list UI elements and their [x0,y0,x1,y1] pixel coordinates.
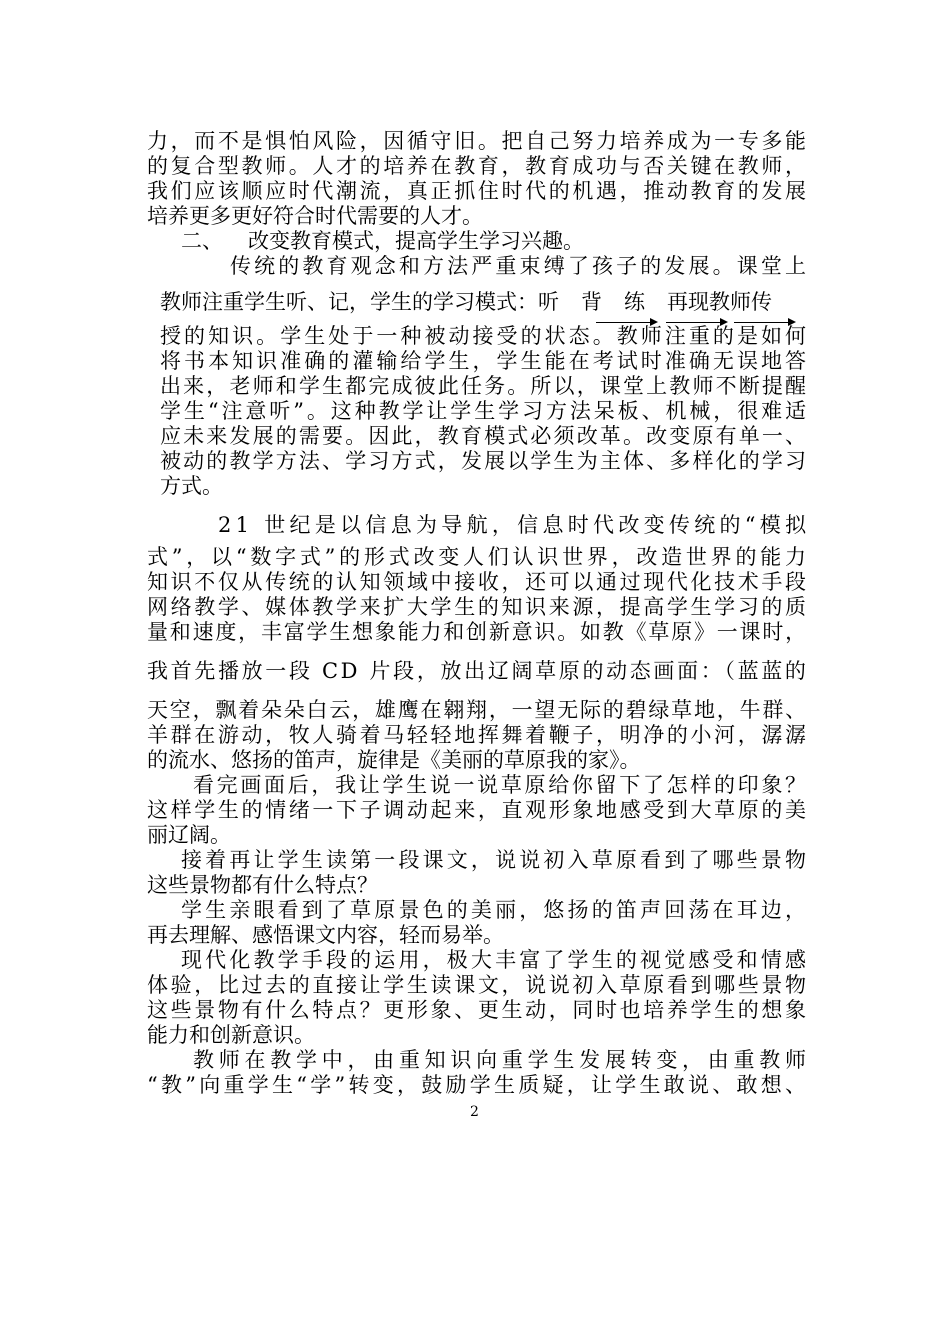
learning-model-line [160,289,772,315]
paragraph-line: 的流水、悠扬的笛声，旋律是《美丽的草原我的家》。 [147,748,641,772]
paragraph-line: 再去理解、感悟课文内容，轻而易举。 [147,923,504,947]
paragraph-line: 这些景物有什么特点？更形象、更生动，同时也培养学生的想象 [147,998,809,1022]
learning-step-practice: 练 [624,290,645,314]
paragraph-line: 教师在教学中，由重知识向重学生发展转变，由重教师 [193,1048,811,1072]
paragraph-line: 学生亲眼看到了草原景色的美丽，悠扬的笛声回荡在耳边， [181,898,810,922]
paragraph-line: 量和速度，丰富学生想象能力和创新意识。如教《草原》一课时， [147,620,808,644]
learning-step-reproduce: 再现教师传 [667,290,772,314]
paragraph-line: 现代化教学手段的运用，极大丰富了学生的视觉感受和情感 [181,948,810,972]
learning-step-recite: 背 [581,290,602,314]
paragraph-line: 出来，老师和学生都完成彼此任务。所以，课堂上教师不断提醒 [160,374,809,398]
page-number: 2 [470,1104,479,1120]
paragraph-line: 网络教学、媒体教学来扩大学生的知识来源，提高学生学习的质 [147,595,809,619]
paragraph-line: 的复合型教师。人才的培养在教育，教育成功与否关键在教师， [147,154,809,178]
paragraph-line: “教”向重学生“学”转变，鼓励学生质疑，让学生敢说、敢想、 [147,1073,810,1097]
paragraph-line: 这些景物都有什么特点？ [147,873,378,897]
paragraph-line: 天空，飘着朵朵白云，雄鹰在翱翔，一望无际的碧绿草地，牛群、 [147,698,808,722]
paragraph-line: 授的知识。学生处于一种被动接受的状态。教师注重的是如何 [160,324,810,348]
paragraph-line: 这样学生的情绪一下子调动起来，直观形象地感受到大草原的美 [147,798,809,822]
paragraph-line: 力，而不是惧怕风险，因循守旧。把自己努力培养成为一专多能 [147,129,809,153]
paragraph-line: 将书本知识准确的灌输给学生，学生能在考试时准确无误地答 [160,349,810,373]
paragraph-line: 能力和创新意识。 [147,1023,315,1047]
paragraph-line: 看完画面后，我让学生说一说草原给你留下了怎样的印象？ [193,773,809,797]
paragraph-line: 接着再让学生读第一段课文，说说初入草原看到了哪些景物 [181,848,810,872]
section-number: 二、 [181,229,223,253]
paragraph-line: 式”，以“数字式”的形式改变人们认识世界，改造世界的能力 [147,545,810,569]
paragraph-line: 我们应该顺应时代潮流，真正抓住时代的机遇，推动教育的发展 [147,179,809,203]
paragraph-line: 学生“注意听”。这种教学让学生学习方法呆板、机械，很难适 [160,399,809,423]
paragraph-line: 丽辽阔。 [147,823,231,847]
paragraph-line: 培养更多更好符合时代需要的人才。 [147,204,483,228]
paragraph-line: 方式。 [160,474,223,498]
paragraph-line: 被动的教学方法、学习方式，发展以学生为主体、多样化的学习 [160,449,809,473]
paragraph-line: 传统的教育观念和方法严重束缚了孩子的发展。课堂上 [230,254,810,278]
paragraph-line: 知识不仅从传统的认知领域中接收，还可以通过现代化技术手段 [147,570,809,594]
paragraph-line: 我首先播放一段 CD 片段，放出辽阔草原的动态画面：（蓝蓝的 [147,659,809,683]
paragraph-line: 羊群在游动，牧人骑着马轻轻地挥舞着鞭子，明净的小河，潺潺 [147,723,809,747]
paragraph-line: 21 世纪是以信息为导航，信息时代改变传统的“模拟 [218,513,811,537]
paragraph-line: 应未来发展的需要。因此，教育模式必须改革。改变原有单一、 [160,424,809,448]
section-heading: 改变教育模式，提高学生学习兴趣。 [248,229,584,253]
learning-model-text: 教师注重学生听、记，学生的学习模式：听 [160,290,559,314]
paragraph-line: 体验，比过去的直接让学生读课文，说说初入草原看到哪些景物 [147,973,809,997]
